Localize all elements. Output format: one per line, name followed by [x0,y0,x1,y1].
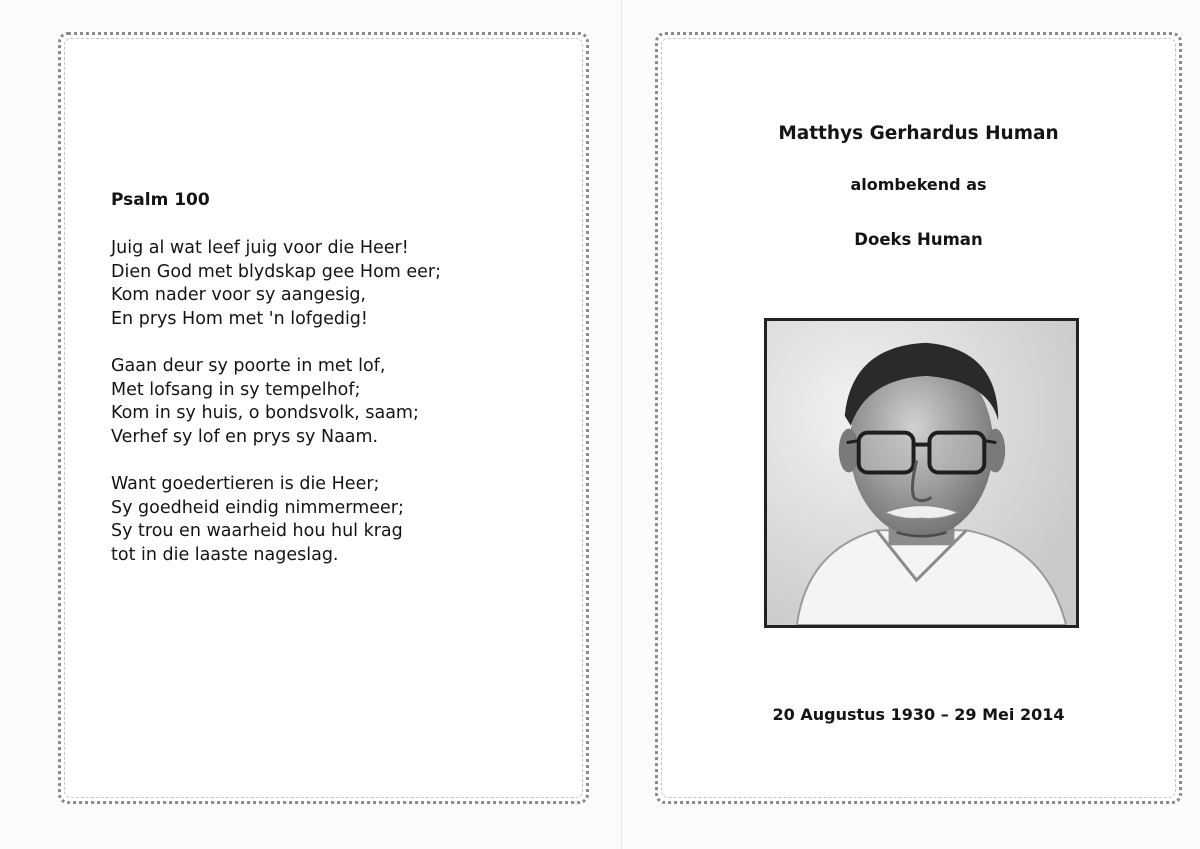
psalm-text [111,190,551,591]
nickname: Doeks Human [854,230,983,249]
verse-line: Sy trou en waarheid hou hul krag [111,521,403,541]
verse-line: Gaan deur sy poorte in met lof, [111,356,386,376]
verse-line: tot in die laaste nageslag. [111,544,339,565]
stanza [111,237,551,331]
verse-line: Verhef sy lof en prys sy Naam. [111,426,379,447]
verse-line: Kom in sy huis, o bondsvolk, saam; [111,403,419,423]
life-dates: 20 Augustus 1930 – 29 Mei 2014 [772,705,1065,724]
verse-line: Juig al wat leef juig voor die Heer! [111,238,409,258]
memorial-card [655,32,1182,804]
verse-line: Met lofsang in sy tempelhof; [111,379,361,400]
portrait-illustration [767,321,1076,625]
verse-line: Kom nader voor sy aangesig, [111,285,366,305]
known-as-label: alombekend as [850,175,987,194]
verse-line: Want goedertieren is die Heer; [111,474,380,494]
stanza [111,473,551,567]
page-fold-line [621,0,622,849]
stanza [111,355,551,449]
psalm-card [58,32,589,804]
verse-line: En prys Hom met 'n lofgedig! [111,308,368,329]
portrait-photo [764,318,1079,628]
verse-line: Sy goedheid eindig nimmermeer; [111,497,404,518]
psalm-title: Psalm 100 [111,190,210,210]
verse-line: Dien God met blydskap gee Hom eer; [111,261,442,282]
full-name: Matthys Gerhardus Human [778,123,1059,144]
